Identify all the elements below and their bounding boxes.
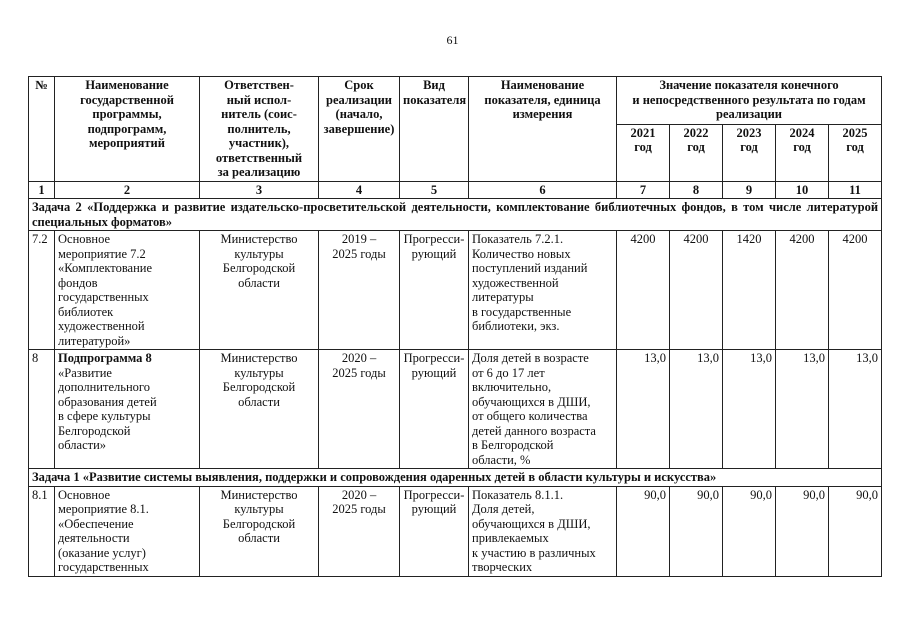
indicator-type: Прогресси- рующий — [400, 350, 469, 469]
column-number: 10 — [776, 181, 829, 199]
value-2023: 90,0 — [723, 486, 776, 576]
header-row — [29, 77, 882, 125]
header-col-term: Срок реализации (начало, завершение) — [319, 77, 400, 182]
column-number: 5 — [400, 181, 469, 199]
column-number: 1 — [29, 181, 55, 199]
value-2022: 13,0 — [670, 350, 723, 469]
indicator-type: Прогресси- рующий — [400, 486, 469, 576]
task-row — [29, 199, 882, 231]
header-col-indicator: Наименование показателя, единица измерения — [469, 77, 617, 182]
indicator-type: Прогресси- рующий — [400, 231, 469, 350]
activity-name: Основное мероприятие 7.2 «Комплектование фондов государственных библиотек художественной литературой» — [55, 231, 200, 350]
indicator-name: Доля детей в возрасте от 6 до 17 лет включительно, обучающихся в ДШИ, от общего количества детей данного возраста в Белгородской области, % — [469, 350, 617, 469]
column-number: 6 — [469, 181, 617, 199]
column-number-row — [29, 181, 882, 199]
column-number: 3 — [200, 181, 319, 199]
implementation-term: 2020 – 2025 годы — [319, 486, 400, 576]
value-2024: 90,0 — [776, 486, 829, 576]
header-values-group: Значение показателя конечного и непосредственного результата по годам реализации — [617, 77, 882, 125]
subprogram-description: «Развитие дополнительного образования детей в сфере культуры Белгородской области» — [58, 365, 157, 452]
column-number: 8 — [670, 181, 723, 199]
row-number: 8.1 — [29, 486, 55, 576]
value-2022: 90,0 — [670, 486, 723, 576]
value-2024: 13,0 — [776, 350, 829, 469]
subprogram-title: Подпрограмма 8 — [58, 351, 152, 365]
header-col-responsible: Ответствен- ный испол- нитель (соис- полнитель, участник), ответственный за реализацию — [200, 77, 319, 182]
value-2025: 4200 — [829, 231, 882, 350]
value-2021: 4200 — [617, 231, 670, 350]
header-year: 2025 год — [829, 124, 882, 181]
header-col-no: № — [29, 77, 55, 182]
header-year: 2023 год — [723, 124, 776, 181]
implementation-term: 2020 – 2025 годы — [319, 350, 400, 469]
value-2021: 13,0 — [617, 350, 670, 469]
task-2-title: Задача 2 «Поддержка и развитие издательско-просветительской деятельности, комплектование библиотечных фондов, в том числе литературой специальных форматов» — [29, 199, 882, 231]
value-2021: 90,0 — [617, 486, 670, 576]
activity-name: Основное мероприятие 8.1. «Обеспечение деятельности (оказание услуг) государственных — [55, 486, 200, 576]
subprogram-name — [55, 350, 200, 469]
value-2025: 13,0 — [829, 350, 882, 469]
value-2025: 90,0 — [829, 486, 882, 576]
task-row — [29, 469, 882, 487]
column-number: 11 — [829, 181, 882, 199]
column-number: 9 — [723, 181, 776, 199]
table-row — [29, 486, 882, 576]
value-2023: 13,0 — [723, 350, 776, 469]
column-number: 7 — [617, 181, 670, 199]
responsible-executor: Министерство культуры Белгородской области — [200, 350, 319, 469]
header-year: 2021 год — [617, 124, 670, 181]
column-number: 2 — [55, 181, 200, 199]
row-number: 8 — [29, 350, 55, 469]
indicators-table — [28, 76, 882, 577]
page-number: 61 — [446, 33, 459, 47]
value-2024: 4200 — [776, 231, 829, 350]
table-row — [29, 350, 882, 469]
header-year: 2024 год — [776, 124, 829, 181]
indicator-name: Показатель 7.2.1. Количество новых поступлений изданий художественной литературы в государственные библиотеки, экз. — [469, 231, 617, 350]
value-2023: 1420 — [723, 231, 776, 350]
value-2022: 4200 — [670, 231, 723, 350]
header-col-name: Наименование государственной программы, подпрограмм, мероприятий — [55, 77, 200, 182]
responsible-executor: Министерство культуры Белгородской области — [200, 486, 319, 576]
implementation-term: 2019 – 2025 годы — [319, 231, 400, 350]
row-number: 7.2 — [29, 231, 55, 350]
table-row — [29, 231, 882, 350]
header-col-type: Вид показателя — [400, 77, 469, 182]
header-year: 2022 год — [670, 124, 723, 181]
task-1-title: Задача 1 «Развитие системы выявления, поддержки и сопровождения одаренных детей в области культуры и искусства» — [29, 469, 882, 487]
responsible-executor: Министерство культуры Белгородской области — [200, 231, 319, 350]
indicator-name: Показатель 8.1.1. Доля детей, обучающихся в ДШИ, привлекаемых к участию в различных творческих — [469, 486, 617, 576]
column-number: 4 — [319, 181, 400, 199]
